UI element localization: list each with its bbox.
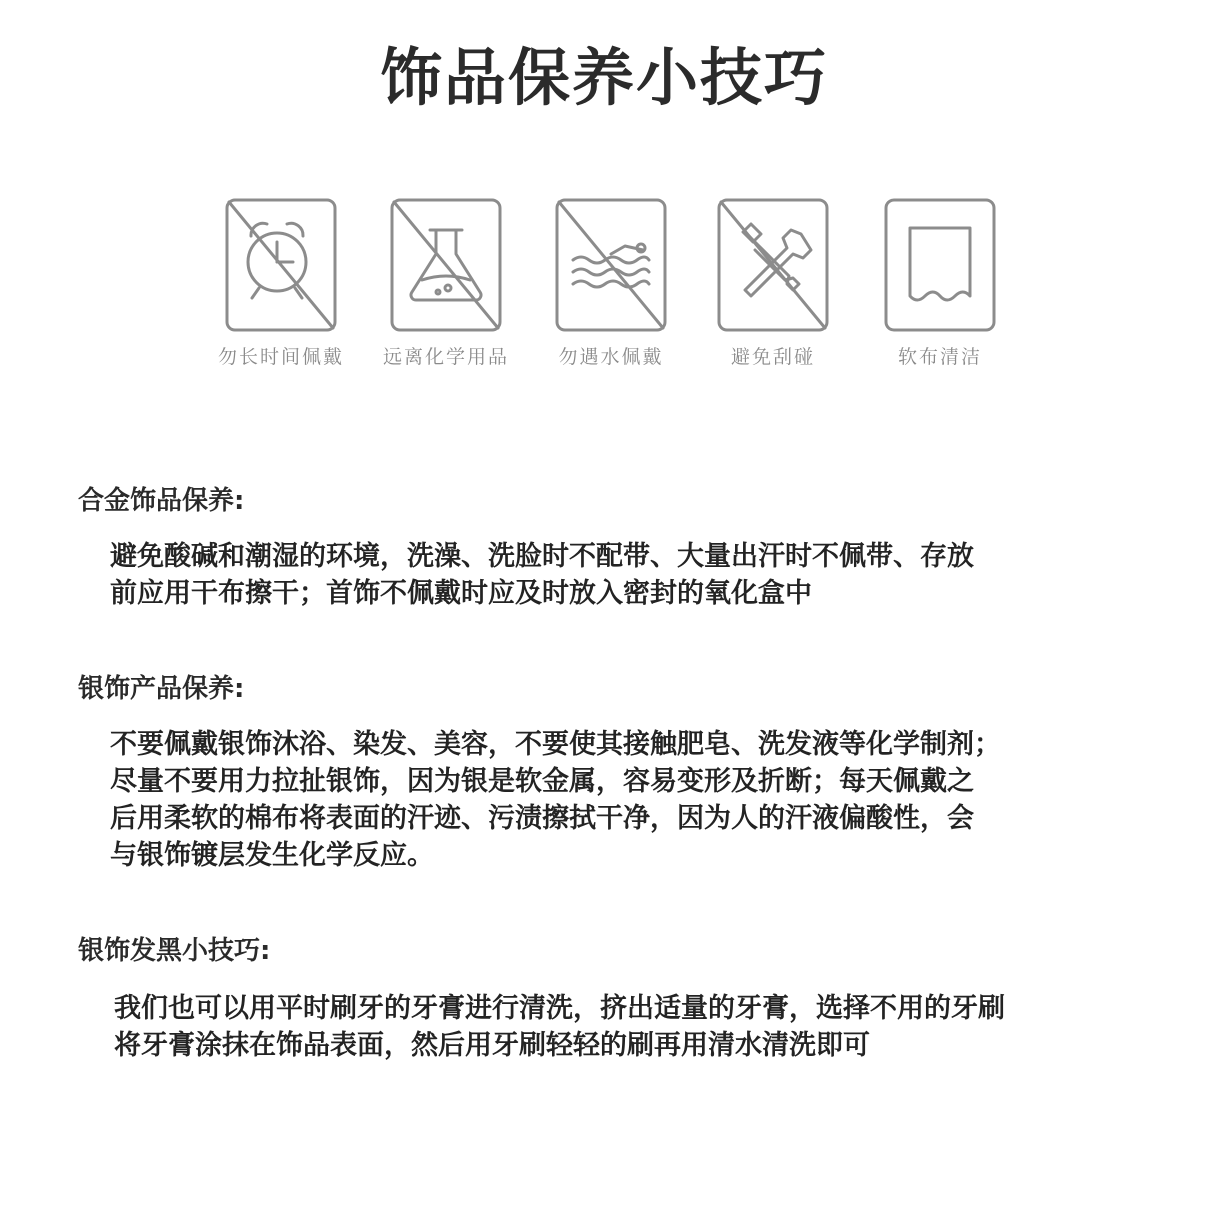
icon-card-no-long-wear xyxy=(191,198,371,388)
icon-label: 软布清洁 xyxy=(897,346,982,368)
icon-card-avoid-water xyxy=(521,198,701,388)
text-line: 前应用干布擦干；首饰不佩戴时应及时放入密封的氧化盒中 xyxy=(110,578,812,609)
text-line: 后用柔软的棉布将表面的汗迹、污渍擦拭干净，因为人的汗液偏酸性，会 xyxy=(110,803,974,834)
section-body xyxy=(110,726,1001,874)
water-waves-icon xyxy=(555,198,667,332)
icon-card-avoid-scratches xyxy=(683,198,863,388)
section-heading: 合金饰品保养: xyxy=(78,486,245,516)
text-line: 避免酸碱和潮湿的环境，洗澡、洗脸时不配带、大量出汗时不佩带、存放 xyxy=(110,541,974,572)
alarm-clock-icon xyxy=(225,198,337,332)
icon-card-soft-cloth xyxy=(850,198,1030,388)
page-title: 饰品保养小技巧 xyxy=(379,41,828,114)
tools-wrench-screwdriver-icon xyxy=(717,198,829,332)
section-body xyxy=(114,990,1005,1064)
section-heading: 银饰产品保养: xyxy=(78,674,245,704)
care-icons-row xyxy=(0,198,1208,388)
text-line: 不要佩戴银饰沐浴、染发、美容，不要使其接触肥皂、洗发液等化学制剂； xyxy=(110,729,1001,760)
section-body xyxy=(110,538,974,612)
icon-label: 勿长时间佩戴 xyxy=(217,346,344,368)
text-line: 尽量不要用力拉扯银饰，因为银是软金属，容易变形及折断；每天佩戴之 xyxy=(110,766,974,797)
icon-card-avoid-chemicals xyxy=(356,198,536,388)
soft-cloth-icon xyxy=(884,198,996,332)
icon-label: 避免刮碰 xyxy=(730,346,815,368)
text-line: 将牙膏涂抹在饰品表面，然后用牙刷轻轻的刷再用清水清洗即可 xyxy=(114,1030,870,1061)
text-line: 我们也可以用平时刷牙的牙膏进行清洗，挤出适量的牙膏，选择不用的牙刷 xyxy=(114,993,1005,1024)
icon-label: 远离化学用品 xyxy=(382,346,509,368)
text-line: 与银饰镀层发生化学反应。 xyxy=(110,840,434,871)
icon-label: 勿遇水佩戴 xyxy=(558,346,664,368)
chemical-flask-icon xyxy=(390,198,502,332)
section-heading: 银饰发黑小技巧: xyxy=(78,936,271,966)
